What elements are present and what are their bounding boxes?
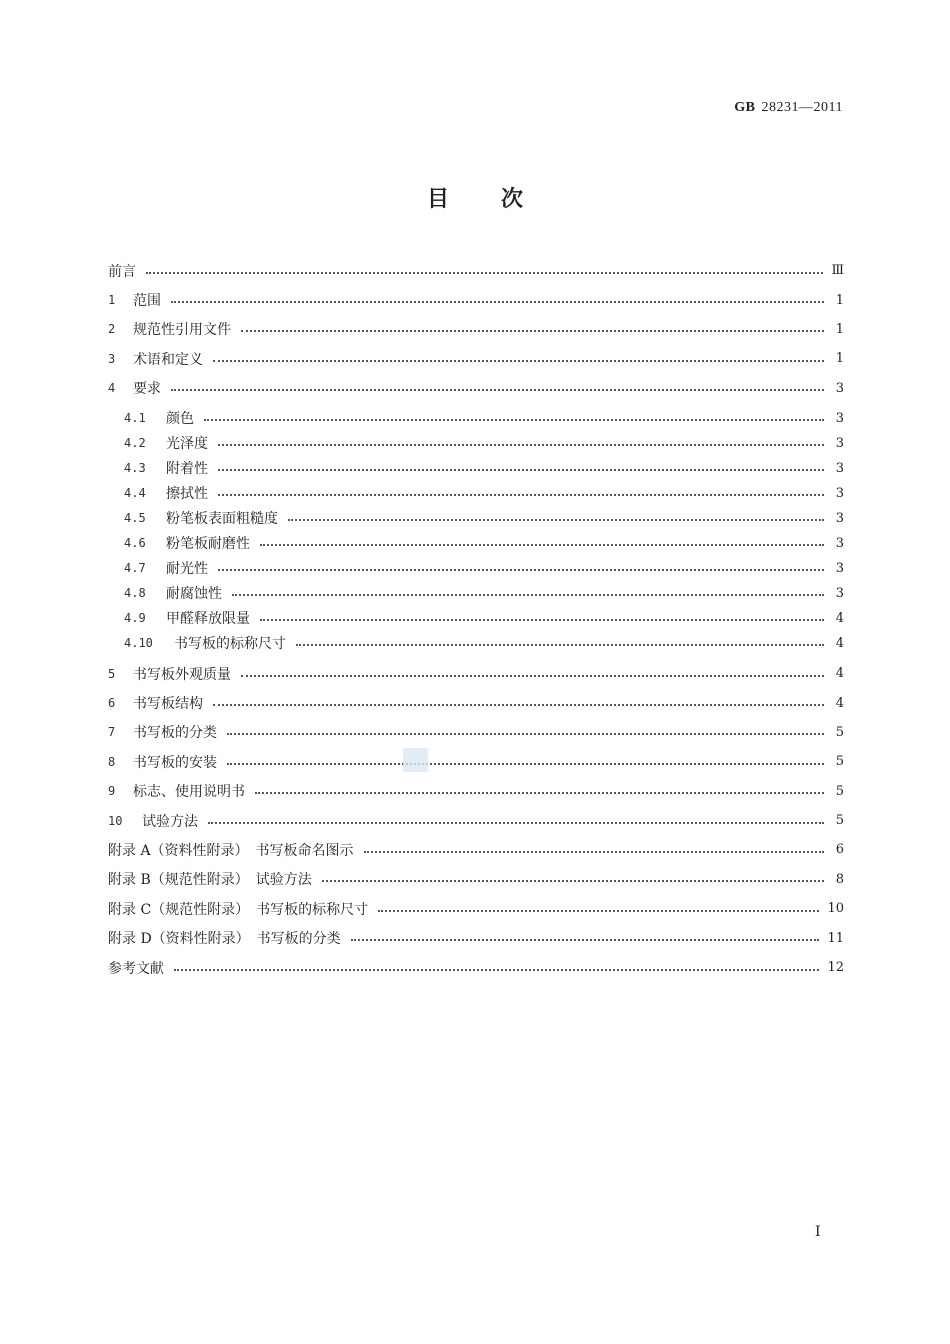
toc-entry-page: 3 <box>835 460 844 476</box>
toc-entry-page: 3 <box>835 410 844 426</box>
toc-entry[interactable] <box>108 481 844 506</box>
toc-entry-number: 4 <box>108 381 116 396</box>
toc-entry-page: 3 <box>835 380 844 396</box>
toc-entry-page: 4 <box>835 610 844 626</box>
toc-entry[interactable] <box>108 344 844 373</box>
toc-entry[interactable] <box>108 923 844 952</box>
dot-leader <box>174 969 819 971</box>
toc-entry-number: 4.4 <box>124 486 146 501</box>
toc-entry-number: 8 <box>108 754 116 769</box>
toc-entry-page: 8 <box>835 871 844 887</box>
dot-leader <box>146 272 823 274</box>
toc-entry[interactable] <box>108 631 844 656</box>
toc-entry-page: 11 <box>827 930 844 946</box>
toc-entry-label: 前言 <box>108 263 136 280</box>
toc-entry-number: 6 <box>108 696 116 711</box>
toc-entry[interactable] <box>108 431 844 456</box>
toc-entry-label: 粉笔板表面粗糙度 <box>166 511 278 528</box>
toc-entry[interactable] <box>108 315 844 344</box>
toc-entry-page: 1 <box>835 321 844 337</box>
toc-entry[interactable] <box>108 894 844 923</box>
toc-entry-page: 5 <box>835 783 844 799</box>
toc-entry-number: 2 <box>108 322 116 337</box>
toc-entry-page: 10 <box>827 901 844 917</box>
toc-entry-page: 5 <box>835 754 844 770</box>
dot-leader <box>255 792 824 794</box>
toc-entry[interactable] <box>108 835 844 864</box>
toc-entry-label: 试验方法 <box>142 813 198 830</box>
toc-entry[interactable] <box>108 953 844 982</box>
toc-entry-label: 书写板结构 <box>133 696 203 713</box>
toc-entry-page: 1 <box>835 351 844 367</box>
dot-leader <box>296 644 824 646</box>
toc-entry-page: 3 <box>835 585 844 601</box>
toc-entry-label: 书写板的安装 <box>133 754 217 771</box>
toc-entry-label: 参考文献 <box>108 960 164 977</box>
toc-entry-page: 5 <box>835 813 844 829</box>
toc-entry-page: Ⅲ <box>831 263 844 279</box>
dot-leader <box>260 544 824 546</box>
toc-entry[interactable] <box>108 718 844 747</box>
toc-entry[interactable] <box>108 806 844 835</box>
toc-entry-number: 7 <box>108 725 116 740</box>
toc-entry[interactable] <box>108 406 844 431</box>
toc-entry-page: 3 <box>835 435 844 451</box>
dot-leader <box>218 469 824 471</box>
dot-leader <box>213 704 824 706</box>
toc-entry-label: 耐腐蚀性 <box>166 586 222 603</box>
toc-entry-page: 3 <box>835 510 844 526</box>
dot-leader <box>288 519 824 521</box>
toc-entry-number: 3 <box>108 351 116 366</box>
dot-leader <box>218 444 824 446</box>
toc-entry-page: 6 <box>835 842 844 858</box>
toc-entry-page: 12 <box>827 960 844 976</box>
toc-entry-label: 附录 C（规范性附录） 书写板的标称尺寸 <box>108 901 369 918</box>
toc-entry-page: 3 <box>835 560 844 576</box>
toc-entry-number: 4.7 <box>124 561 146 576</box>
toc-entry[interactable] <box>108 556 844 581</box>
toc-entry[interactable] <box>108 374 844 403</box>
watermark-logo <box>403 748 428 772</box>
toc-entry-number: 4.3 <box>124 461 146 476</box>
toc-entry-number: 4.2 <box>124 436 146 451</box>
toc-entry[interactable] <box>108 606 844 631</box>
toc-entry-number: 4.1 <box>124 411 146 426</box>
dot-leader <box>378 910 819 912</box>
toc-entry[interactable] <box>108 531 844 556</box>
toc-entry-number: 10 <box>108 813 123 828</box>
dot-leader <box>218 494 824 496</box>
page-number: I <box>815 1224 821 1240</box>
toc-entry-label: 附录 D（资料性附录） 书写板的分类 <box>108 931 341 948</box>
toc-entry[interactable] <box>108 506 844 531</box>
dot-leader <box>213 360 824 362</box>
toc-entry-label: 术语和定义 <box>133 351 203 368</box>
toc-entry-number: 4.10 <box>124 636 153 651</box>
dot-leader <box>260 619 824 621</box>
dot-leader <box>364 851 824 853</box>
dot-leader <box>171 389 824 391</box>
standard-number: 28231—2011 <box>761 100 843 115</box>
toc-entry-page: 4 <box>835 666 844 682</box>
dot-leader <box>171 301 824 303</box>
dot-leader <box>322 880 824 882</box>
dot-leader <box>227 763 824 765</box>
toc-entry-label: 颜色 <box>166 411 194 428</box>
toc-entry-label: 规范性引用文件 <box>133 322 231 339</box>
dot-leader <box>232 594 824 596</box>
toc-entry[interactable] <box>108 747 844 776</box>
toc-entry-page: 5 <box>835 724 844 740</box>
toc-entry-label: 书写板的标称尺寸 <box>174 636 286 653</box>
toc-entry-label: 附着性 <box>166 461 208 478</box>
toc-entry-label: 附录 A（资料性附录） 书写板命名图示 <box>108 842 354 859</box>
dot-leader <box>241 330 824 332</box>
dot-leader <box>204 419 824 421</box>
toc-entry-label: 粉笔板耐磨性 <box>166 536 250 553</box>
dot-leader <box>227 733 824 735</box>
toc-entry-label: 范围 <box>133 293 161 310</box>
toc-entry[interactable] <box>108 659 844 688</box>
toc-entry[interactable] <box>108 777 844 806</box>
dot-leader <box>351 939 820 941</box>
toc-entry-number: 4.6 <box>124 536 146 551</box>
toc-entry-label: 光泽度 <box>166 436 208 453</box>
toc-entry-label: 耐光性 <box>166 561 208 578</box>
toc-entry-number: 4.5 <box>124 511 146 526</box>
toc-entry-page: 4 <box>835 695 844 711</box>
toc-entry[interactable] <box>108 285 844 314</box>
toc-entry-label: 标志、使用说明书 <box>133 784 245 801</box>
toc-entry[interactable] <box>108 688 844 717</box>
dot-leader <box>218 569 824 571</box>
toc-entry-page: 4 <box>835 635 844 651</box>
toc-entry-number: 9 <box>108 784 116 799</box>
toc-entry-number: 4.9 <box>124 611 146 626</box>
toc-entry-label: 要求 <box>133 381 161 398</box>
page-title: 目次 <box>426 187 575 212</box>
toc-entry-label: 书写板外观质量 <box>133 666 231 683</box>
table-of-contents <box>108 256 844 982</box>
toc-entry-number: 1 <box>108 293 116 308</box>
toc-entry-label: 附录 B（规范性附录） 试验方法 <box>108 872 312 889</box>
toc-entry[interactable] <box>108 865 844 894</box>
toc-entry-label: 甲醛释放限量 <box>166 611 250 628</box>
toc-entry[interactable] <box>108 456 844 481</box>
toc-entry[interactable] <box>108 581 844 606</box>
toc-entry-label: 书写板的分类 <box>133 725 217 742</box>
toc-entry[interactable] <box>108 256 844 285</box>
toc-entry-page: 3 <box>835 535 844 551</box>
toc-entry-page: 1 <box>835 292 844 308</box>
toc-entry-page: 3 <box>835 485 844 501</box>
standard-prefix: GB <box>734 100 756 115</box>
toc-entry-number: 4.8 <box>124 586 146 601</box>
dot-leader <box>241 675 824 677</box>
toc-entry-label: 擦拭性 <box>166 486 208 503</box>
dot-leader <box>208 822 824 824</box>
toc-entry-number: 5 <box>108 666 116 681</box>
standard-code-header <box>734 100 843 116</box>
